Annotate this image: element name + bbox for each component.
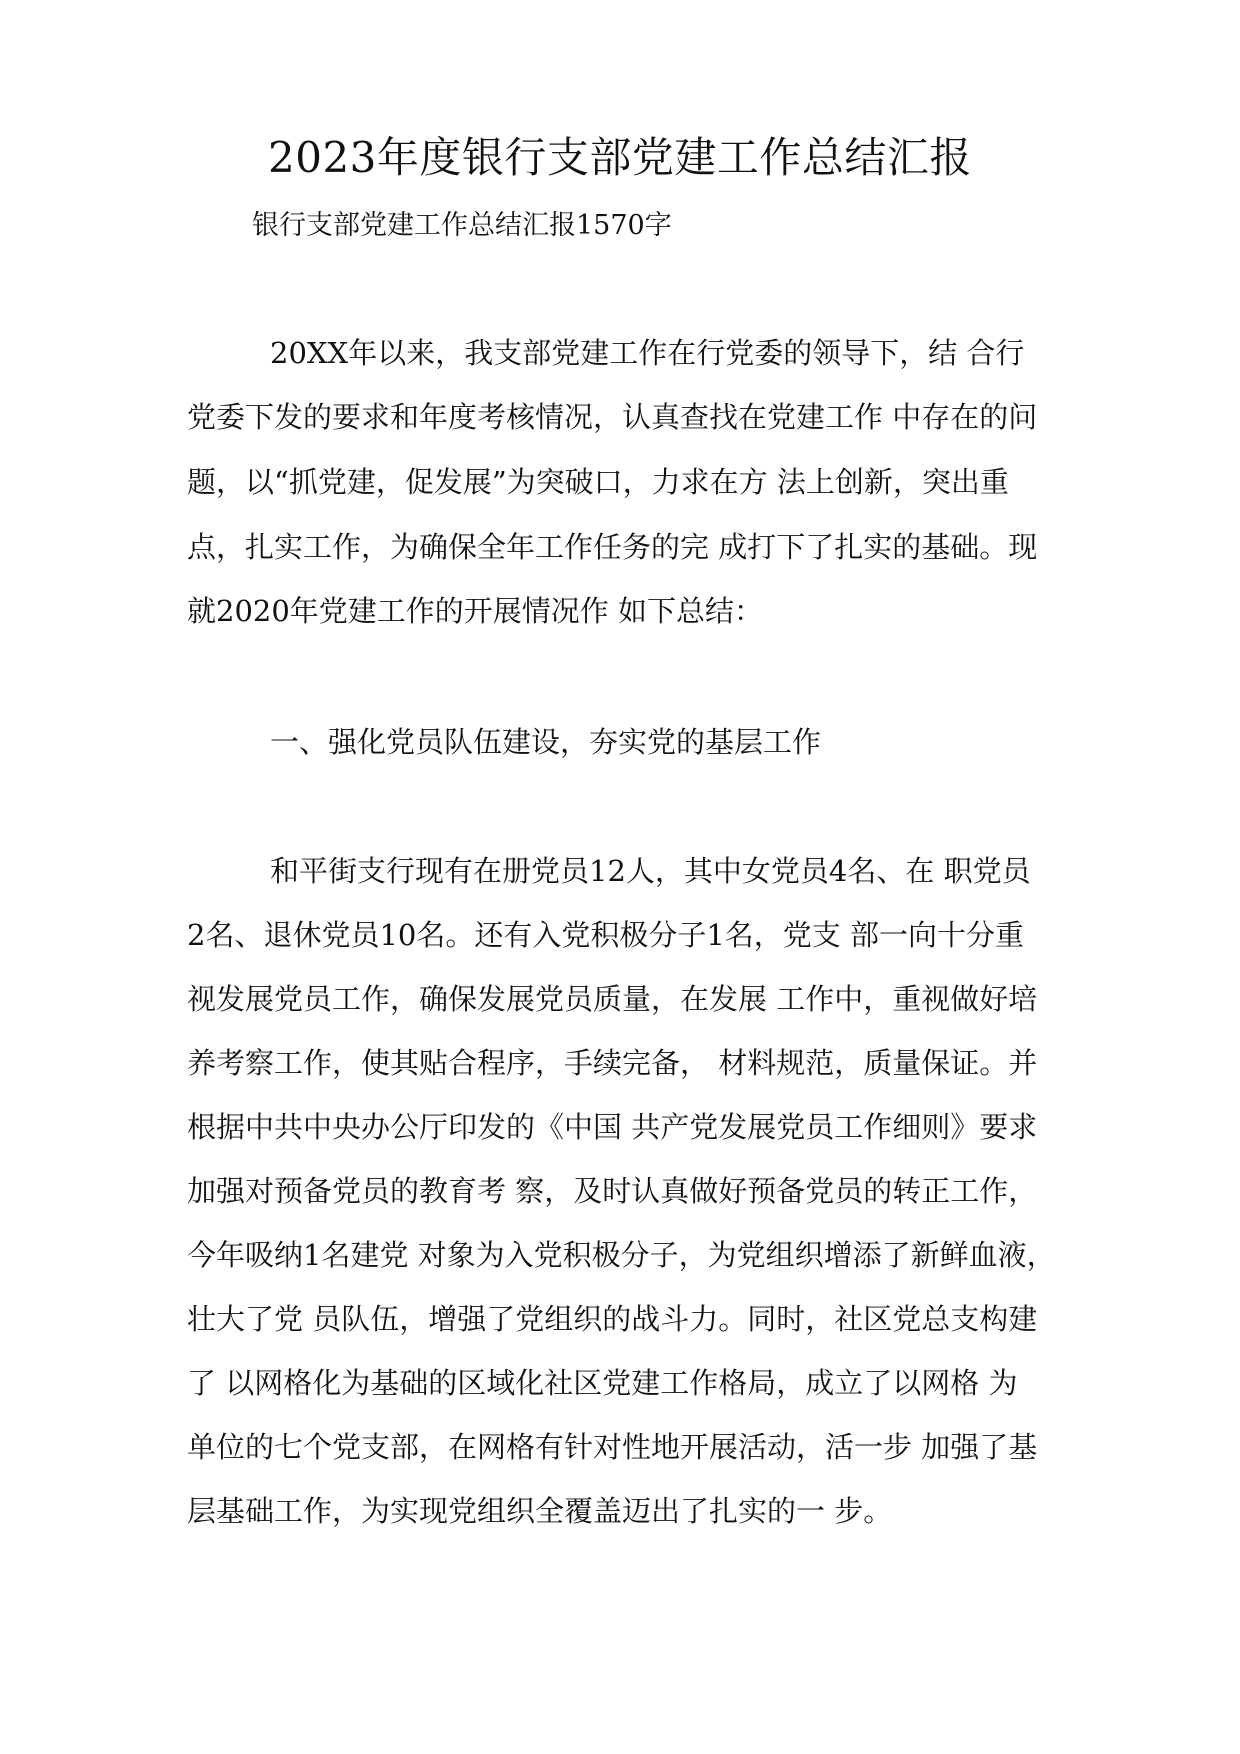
section-line: 养考察工作，使其贴合程序，手续完备， 材料规范，质量保证。并 — [187, 1046, 1038, 1080]
section-line: 视发展党员工作，确保发展党员质量，在发展 工作中，重视做好培 — [187, 982, 1038, 1016]
section-line: 今年吸纳1名建党 对象为入党积极分子，为党组织增添了新鲜血液， — [187, 1238, 1056, 1272]
intro-line: 题，以“抓党建，促发展”为突破口，力求在方 法上创新，突出重 — [187, 465, 1009, 499]
document-subtitle: 银行支部党建工作总结汇报1570字 — [252, 210, 672, 241]
section-line: 根据中共中央办公厅印发的《中国 共产党发展党员工作细则》要求 — [187, 1110, 1038, 1144]
intro-line: 就2020年党建工作的开展情况作 如下总结： — [187, 594, 764, 628]
section-line: 壮大了党 员队伍，增强了党组织的战斗力。同时，社区党总支构建 — [187, 1302, 1038, 1336]
document-title: 2023年度银行支部党建工作总结汇报 — [268, 133, 972, 182]
intro-line: 党委下发的要求和年度考核情况，认真查找在党建工作 中存在的问 — [187, 400, 1038, 434]
section-line: 加强对预备党员的教育考 察，及时认真做好预备党员的转正工作， — [187, 1174, 1038, 1208]
section-line: 层基础工作，为实现党组织全覆盖迈出了扎实的一 步。 — [187, 1494, 893, 1528]
section-line: 单位的七个党支部，在网格有针对性地开展活动，活一步 加强了基 — [187, 1430, 1038, 1464]
section-heading: 一、强化党员队伍建设，夯实党的基层工作 — [270, 725, 822, 759]
section-line: 和平街支行现有在册党员12人，其中女党员4名、在 职党员 — [270, 854, 1031, 888]
section-line: 2名、退休党员10名。还有入党积极分子1名，党支 部一向十分重 — [187, 918, 1025, 952]
intro-line: 点，扎实工作，为确保全年工作任务的完 成打下了扎实的基础。现 — [187, 530, 1038, 564]
intro-line: 20XX年以来，我支部党建工作在行党委的领导下，结 合行 — [270, 336, 1025, 370]
section-line: 了 以网格化为基础的区域化社区党建工作格局，成立了以网格 为 — [187, 1366, 1018, 1400]
